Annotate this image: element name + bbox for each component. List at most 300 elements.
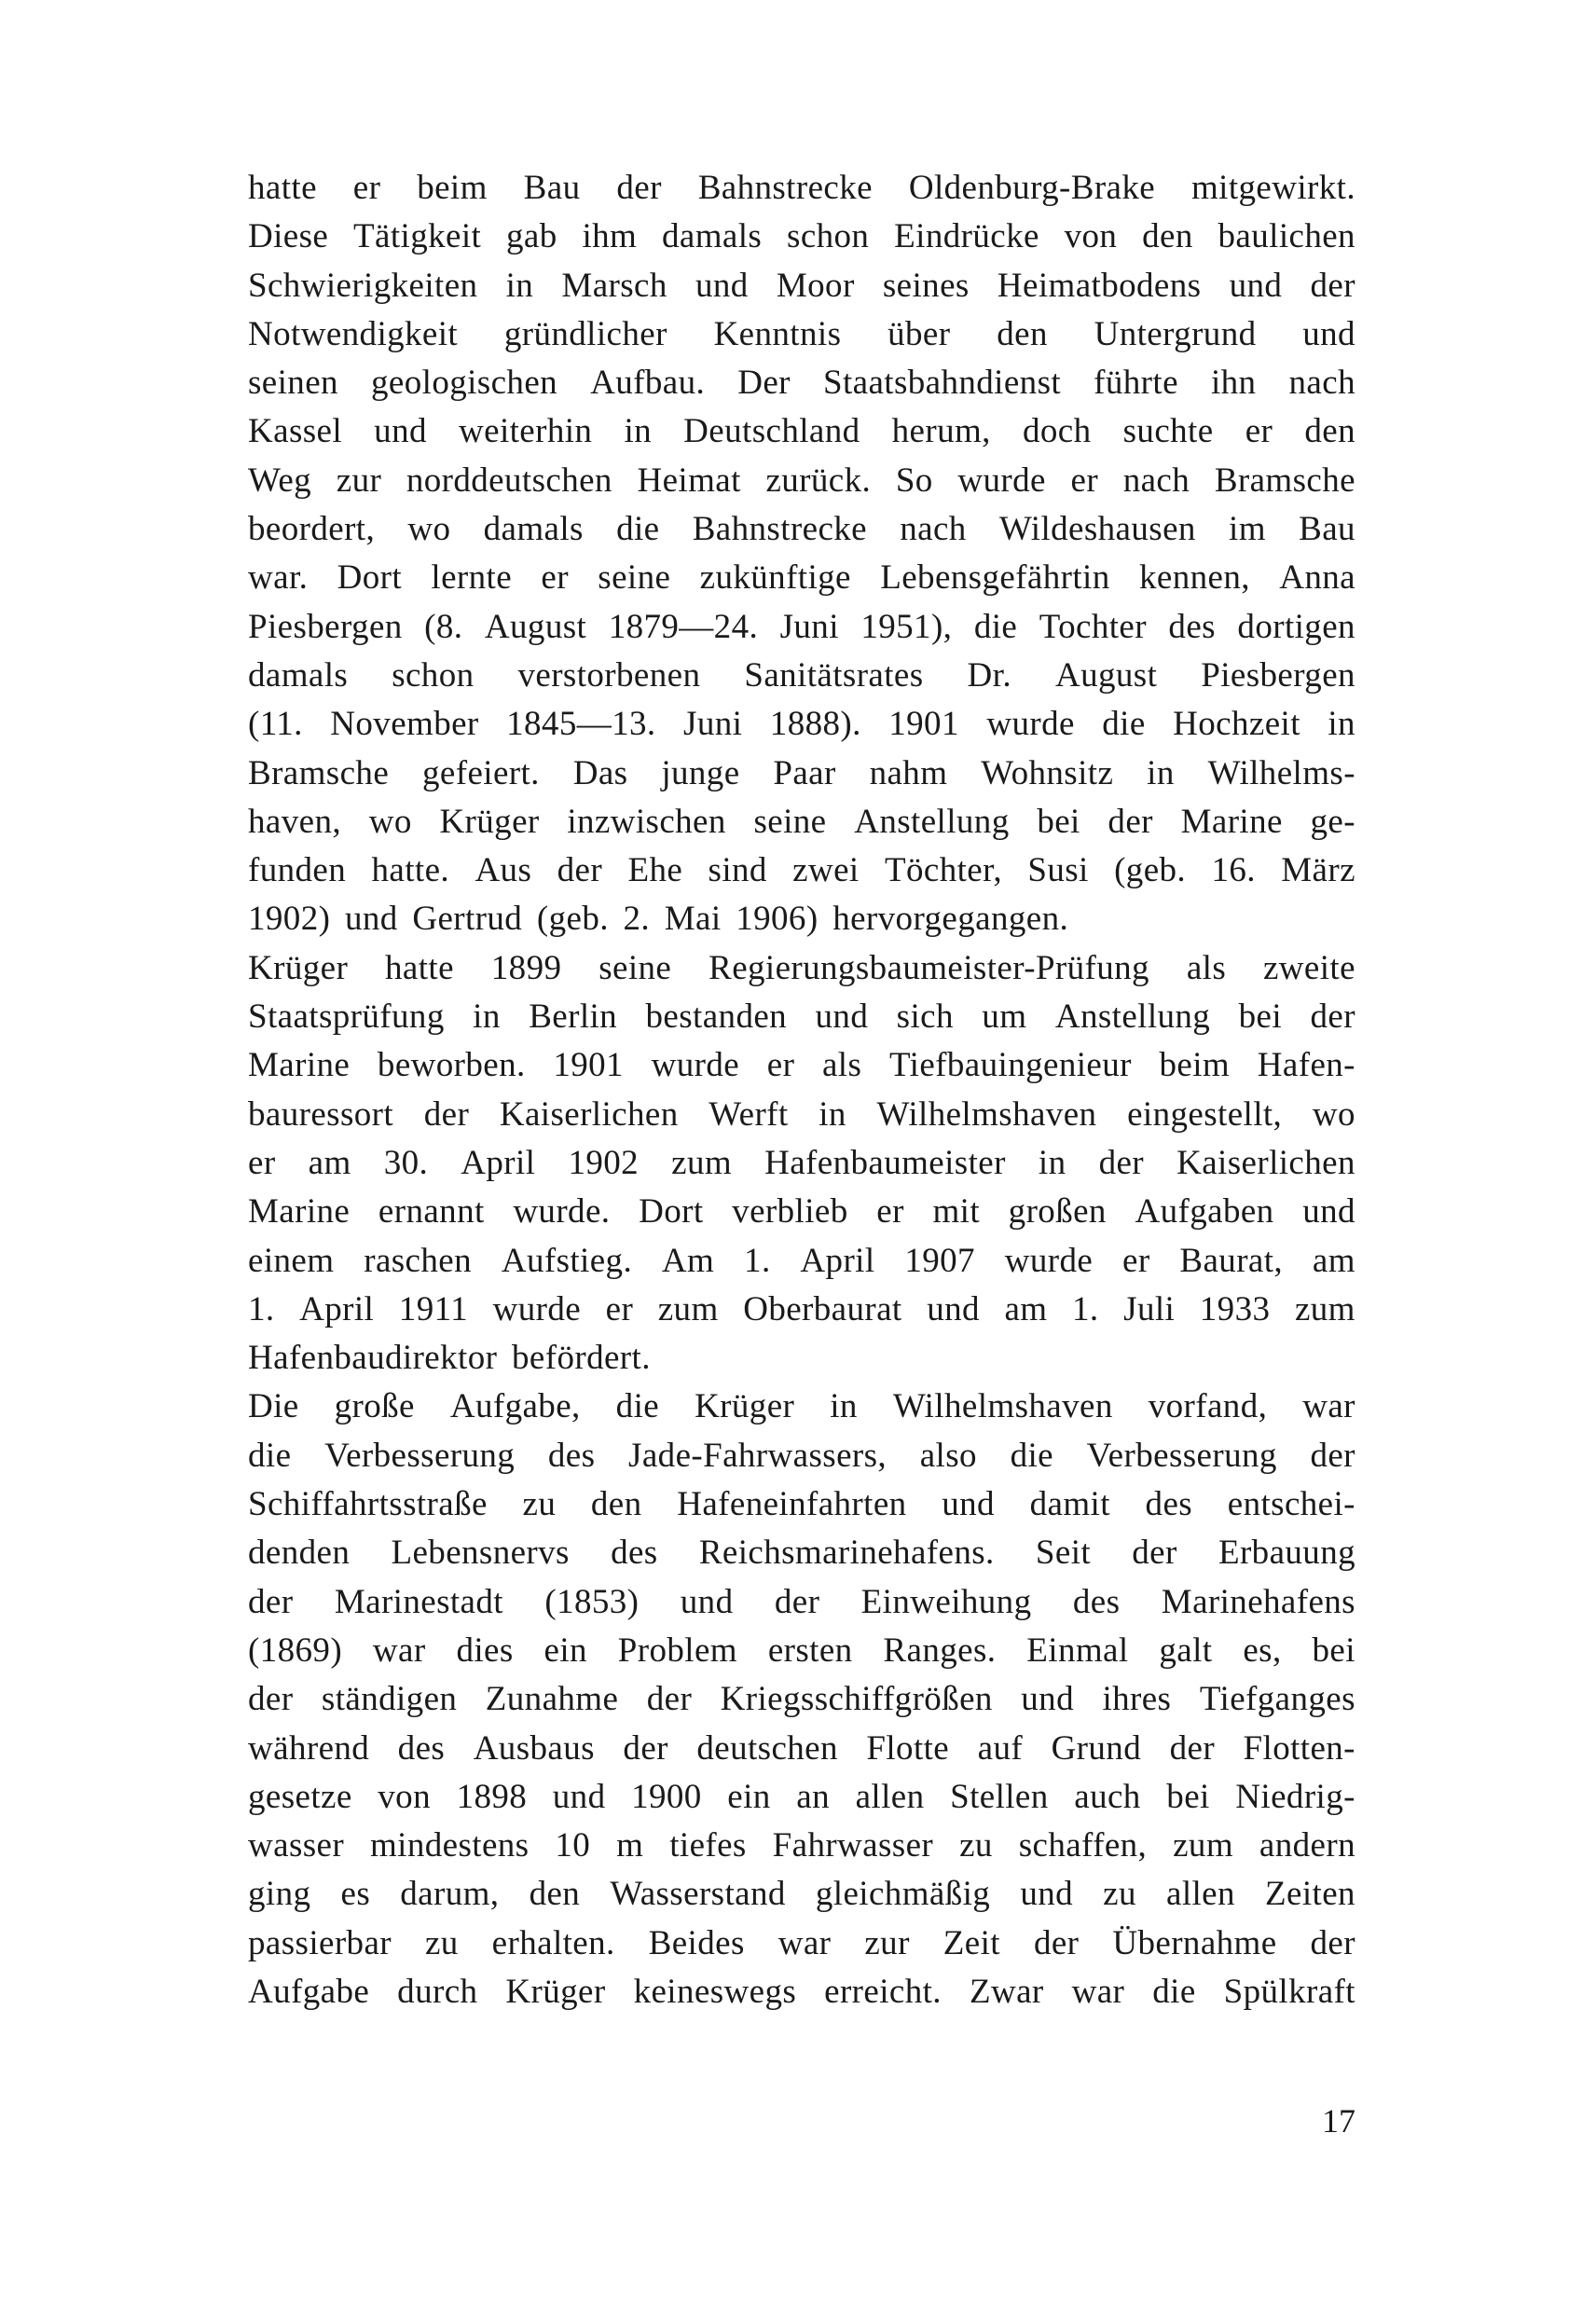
word: (geb. [1114,851,1187,890]
word: die [973,607,1018,646]
word: Staatsbahndienst [822,364,1062,403]
word: wurde. [513,1192,611,1232]
word: er [605,1289,634,1328]
word: und [1020,1875,1074,1914]
word: Bahnstrecke [692,510,867,549]
word: und [374,412,427,451]
word: des [1072,1582,1121,1621]
text-line [248,213,1355,261]
word: Juli [1123,1289,1176,1328]
word: Piesbergen [1201,655,1355,695]
word: weiterhin [459,412,593,451]
word: Anstellung [1054,998,1211,1037]
text-line [248,1529,1355,1577]
word: der [248,1680,294,1719]
word: die [1152,1972,1196,2011]
word: Marine [248,1192,351,1232]
word: in [1147,753,1175,792]
text-line [248,1286,1355,1334]
word: Krüger [248,948,349,987]
word: zwei [792,851,860,890]
word: Flotten- [1243,1728,1355,1768]
word: Aufgabe [248,1972,370,2011]
word: 1901 [553,1046,624,1085]
word: Regierungsbaumeister-Prüfung [709,948,1149,987]
text-line [248,603,1355,652]
word: zur [336,461,382,500]
word: die [616,510,660,549]
word: Marsch [561,266,667,305]
word: bei [1238,998,1283,1037]
word: der [1310,1923,1355,1962]
word: ge- [1310,802,1355,841]
word: funden [248,851,347,890]
word: vorfand, [1148,1387,1268,1426]
word: Aus [475,851,532,890]
word: und [1302,314,1355,353]
word: die [248,1436,292,1475]
word: schon [787,217,870,256]
word: Schiffahrtsstraße [248,1485,488,1524]
text-line [248,1139,1355,1188]
word: Wilhelmshaven [892,1387,1113,1426]
word: April [299,1289,375,1328]
word: des [611,1534,658,1573]
word: und [344,900,398,939]
word: des [1168,607,1216,646]
word: Tiefbauingenieur [888,1046,1132,1085]
word: 1899 [490,948,562,987]
word: verstorbenen [517,655,701,695]
word: November [330,705,479,744]
word: Eindrücke [894,217,1039,256]
word: Flotte [866,1728,950,1768]
word: nach [900,510,967,549]
word: Anna [1279,558,1355,598]
word: 1901 [888,705,959,744]
word: gleichmäßig [815,1875,991,1914]
word: am [308,1143,351,1182]
word: die [1010,1436,1053,1475]
word: Marinehafens [1161,1582,1355,1621]
word: der [623,1728,668,1768]
word: der [248,1582,294,1621]
word: und [1302,1192,1355,1232]
word: während [248,1728,370,1768]
word: Stellen [950,1777,1049,1816]
text-line [248,1578,1355,1627]
word: Heimat [637,461,741,500]
word: Oldenburg-Brake [908,169,1156,207]
text-line [248,1675,1355,1724]
word: zurück. [765,461,872,500]
word: Bau [1299,510,1355,549]
word: keineswegs [633,1972,797,2011]
word: der [774,1582,820,1621]
text-line [248,750,1355,798]
body-text [248,164,1355,2016]
word: Kenntnis [713,314,842,353]
word: Übernahme [1112,1923,1277,1962]
word: Kaiserlichen [1176,1143,1355,1182]
word: Ranges. [883,1631,997,1670]
word: doch [1022,412,1092,451]
word: schaffen, [1018,1826,1148,1865]
word: in [1328,705,1355,744]
word: also [919,1436,977,1475]
word: Hafenbaudirektor [248,1339,498,1378]
word: Krüger [439,802,540,841]
word: kennen, [1138,558,1250,598]
word: Lebensnervs [391,1534,570,1573]
word: sind [708,851,767,890]
text-line [248,944,1355,993]
word: der [557,851,603,890]
word: Einmal [1026,1631,1129,1670]
word: 1898 [456,1777,528,1816]
word: wo [368,802,412,841]
word: zweite [1262,948,1355,987]
word: von [378,1777,431,1816]
word: er [1070,461,1099,500]
word: 1902) [248,900,331,939]
word: m [616,1826,644,1865]
word: des [397,1728,446,1768]
word: Tätigkeit [353,217,482,256]
word: bei [1037,802,1080,841]
text-line [248,1383,1355,1431]
word: er [248,1143,276,1182]
word: erreicht. [824,1972,942,2011]
word: der [646,1680,693,1719]
word: Aufstieg. [501,1241,633,1280]
word: gründlicher [503,314,667,353]
word: ersten [767,1631,853,1670]
word: Zeiten [1265,1875,1355,1914]
word: Marine [248,1046,351,1085]
text-line [248,310,1355,359]
word: von [1064,217,1118,256]
word: 2. [623,900,651,939]
word: 1951), [860,607,953,646]
word: raschen [364,1241,473,1280]
word: zum [671,1143,733,1182]
word: Kriegsschiffgrößen [720,1680,993,1719]
word: Untergrund [1094,314,1257,353]
text-line [248,1725,1355,1773]
word: ernannt [378,1192,485,1232]
word: Bramsche [248,753,390,792]
word: zukünftige [699,558,851,598]
text-line [248,1822,1355,1870]
word: Verbesserung [324,1436,516,1475]
word: 1911 [398,1289,469,1328]
word: sich [896,998,954,1037]
word: er [541,558,569,598]
word: andern [1259,1826,1355,1865]
word: Sanitätsrates [744,655,924,695]
word: 1902 [568,1143,640,1182]
word: den [590,1485,642,1524]
word: Niedrig- [1235,1777,1355,1816]
text-line [248,652,1355,700]
word: der [616,169,662,207]
word: beworben. [377,1046,526,1085]
word: um [982,998,1027,1037]
word: des [1145,1485,1193,1524]
word: August [1054,655,1158,695]
word: zum [657,1289,719,1328]
text-line [248,1432,1355,1480]
word: Notwendigkeit [248,314,459,353]
word: ständigen [321,1680,458,1719]
word: und [815,998,869,1037]
word: Wohnsitz [981,753,1114,792]
word: und [680,1582,734,1621]
word: 1. [1072,1289,1099,1328]
word: in [473,998,501,1037]
word: norddeutschen [406,461,612,500]
word: gesetze [248,1777,352,1816]
word: Kassel [248,412,343,451]
word: Grund [1051,1728,1142,1768]
word: nach [1288,364,1355,403]
word: in [624,412,653,451]
word: suchte [1122,412,1214,451]
word: April [800,1241,875,1280]
word: Jade-Fahrwassers, [628,1436,887,1475]
word: er [1245,412,1273,451]
text-line [248,407,1355,456]
word: Einweihung [860,1582,1032,1621]
word: Ausbaus [473,1728,595,1768]
word: die [615,1387,660,1426]
text-line [248,700,1355,749]
word: Zwar [969,1972,1044,2011]
page-number: 17 [1322,2102,1355,2140]
word: in [1038,1143,1066,1182]
word: lernte [431,558,513,598]
word: in [505,266,534,305]
word: Tiefganges [1199,1680,1355,1719]
word: Anstellung [854,802,1010,841]
word: 1888). [769,705,861,744]
word: wo [407,510,451,549]
text-line [248,1091,1355,1139]
word: Wildeshausen [998,510,1196,549]
word: Oberbaurat [743,1289,902,1328]
text-line [248,359,1355,407]
word: Bau [523,169,581,207]
word: Krüger [695,1387,795,1426]
word: der [1098,1143,1145,1182]
word: damals [483,510,584,549]
word: Aufbau. [590,364,706,403]
text-line [248,554,1355,602]
word: hatte [385,948,454,987]
word: beim [417,169,488,207]
word: zum [1294,1289,1355,1328]
word: Dort [337,558,403,598]
word: Bramsche [1214,461,1355,500]
word: 10 [555,1826,591,1865]
word: nahm [869,753,948,792]
word: junge [661,753,740,792]
word: in [830,1387,858,1426]
word: geologischen [371,364,558,403]
word: der [1132,1534,1177,1573]
word: zum [1173,1826,1234,1865]
word: er [1122,1241,1150,1280]
word: Erbauung [1218,1534,1355,1573]
word: erhalten. [491,1923,615,1962]
word: war [372,1631,426,1670]
word: 1. [744,1241,771,1280]
text-line [248,1870,1355,1919]
word: hatte [248,169,317,207]
word: der [423,1094,470,1134]
text-line [248,1188,1355,1236]
word: August [484,607,587,646]
word: den [1304,412,1355,451]
word: damit [1029,1485,1110,1524]
word: Baurat, [1179,1241,1284,1280]
word: und [1229,266,1283,305]
word: 1900 [631,1777,702,1816]
word: galt [1159,1631,1213,1670]
word: (1853) [544,1582,640,1621]
word: zu [424,1923,459,1962]
word: allen [1166,1875,1235,1914]
word: Bahnstrecke [697,169,873,207]
word: in [819,1094,846,1134]
word: eingestellt, [1127,1094,1283,1134]
word: zur [864,1923,910,1962]
word: Heimatbodens [997,266,1202,305]
word: der [1169,1728,1216,1768]
word: damals [662,217,763,256]
word: haven, [248,802,341,841]
text-line [248,1237,1355,1286]
word: gefeiert. [422,753,540,792]
word: Marine [1180,802,1283,841]
word: seine [598,558,671,598]
text-line [248,505,1355,554]
word: Lebensgefährtin [880,558,1110,598]
word: hervorgegangen. [832,900,1069,939]
word: Piesbergen [248,607,403,646]
word: mitgewirkt. [1190,169,1355,207]
word: Fahrwasser [772,1826,934,1865]
word: verblieb [732,1192,848,1232]
text-line [248,895,1355,943]
word: Krüger [505,1972,606,2011]
word: ein [727,1777,771,1816]
word: großen [1008,1192,1107,1232]
word: auch [1074,1777,1141,1816]
word: dies [456,1631,514,1670]
word: ihm [582,217,638,256]
word: wurde [957,461,1046,500]
word: Töchter, [884,851,1002,890]
word: Reichsmarinehafens. [698,1534,995,1573]
word: im [1229,510,1266,549]
word: Wasserstand [610,1875,786,1914]
word: am [1004,1289,1048,1328]
word: schon [392,655,475,695]
word: Wilhelmshaven [876,1094,1097,1134]
word: seine [598,948,672,987]
word: an [796,1777,830,1816]
word: am [1312,1241,1355,1280]
word: 30. [383,1143,429,1182]
word: Zunahme [485,1680,619,1719]
word: einem [248,1241,335,1280]
word: Die [248,1387,299,1426]
word: Deutschland [683,412,860,451]
word: es [340,1875,371,1914]
word: war [777,1923,832,1962]
word: Dort [639,1192,704,1232]
word: Spülkraft [1223,1972,1355,2011]
word: ging [248,1875,311,1914]
text-line [248,1627,1355,1675]
word: wasser [248,1826,345,1865]
word: 1879—24. [608,607,759,646]
text-line [248,262,1355,310]
word: war [1071,1972,1125,2011]
word: (geb. [536,900,609,939]
word: wurde [986,705,1075,744]
word: Gertrud [412,900,523,939]
word: war [1302,1387,1355,1426]
word: Hafenbaumeister [764,1143,1006,1182]
word: März [1281,851,1355,890]
word: als [821,1046,862,1085]
text-line [248,993,1355,1041]
word: auf [977,1728,1024,1768]
word: Am [661,1241,715,1280]
word: April [461,1143,536,1182]
word: Ehe [627,851,683,890]
word: wurde [651,1046,740,1085]
word: er [876,1192,904,1232]
word: als [1186,948,1227,987]
word: Diese [248,217,329,256]
word: Das [572,753,628,792]
word: passierbar [248,1923,392,1962]
word: zu [959,1826,993,1865]
word: Mai [664,900,722,939]
word: denden [248,1534,351,1573]
word: Problem [617,1631,737,1670]
word: Werft [709,1094,789,1134]
word: 1907 [904,1241,975,1280]
word: deutschen [696,1728,838,1768]
word: (11. [248,705,303,744]
word: und [927,1289,980,1328]
word: inzwischen [567,802,726,841]
word: (1869) [248,1631,343,1670]
word: damals [248,655,349,695]
word: tiefes [669,1826,747,1865]
word: Berlin [529,998,618,1037]
word: seines [882,266,970,305]
word: mindestens [370,1826,530,1865]
word: baulichen [1218,217,1355,256]
word: und [552,1777,606,1816]
word: dortigen [1237,607,1355,646]
